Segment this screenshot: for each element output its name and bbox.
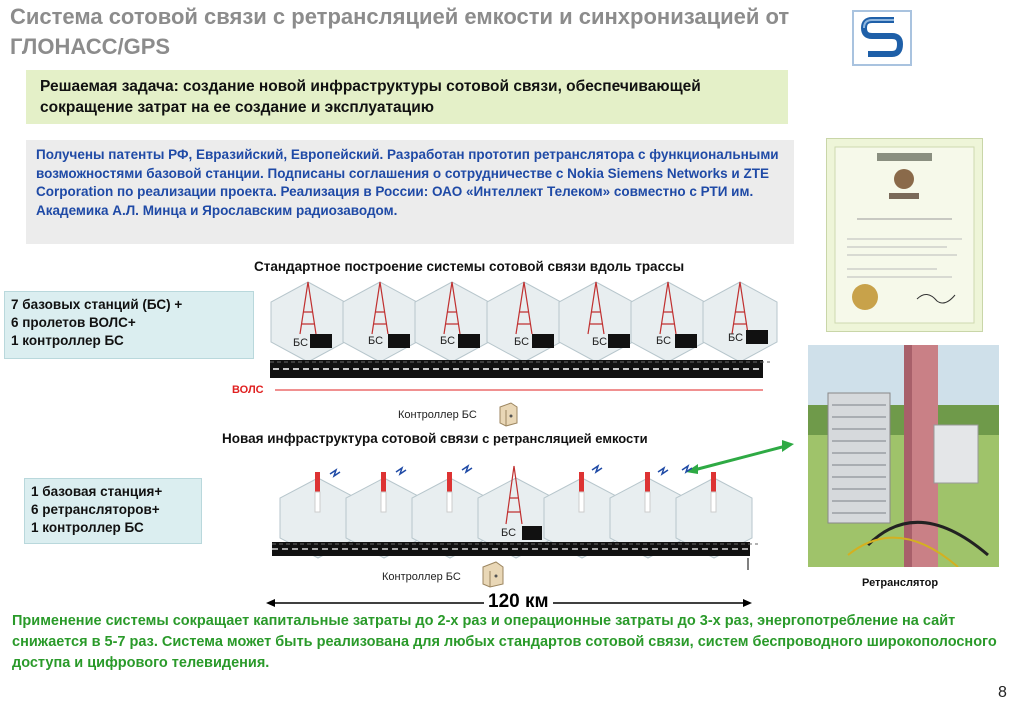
controller-label: Контроллер БС xyxy=(382,571,461,583)
standard-diagram-heading: Стандартное построение системы сотовой связи вдоль трассы xyxy=(254,259,685,274)
bs-label: БС xyxy=(592,336,608,348)
distance-label: 120 км xyxy=(484,591,553,613)
page-title: Система сотовой связи с ретрансляцией емкости и синхронизацией от ГЛОНАСС/GPS xyxy=(10,4,790,59)
standard-summary-line: 6 пролетов ВОЛС+ xyxy=(11,315,136,330)
page-number: 8 xyxy=(998,684,1007,701)
standard-summary-line: 7 базовых станций (БС) + xyxy=(11,297,183,312)
photo-caption: Ретранслятор xyxy=(862,577,939,589)
bs-label: БС xyxy=(368,335,384,347)
bs-label: БС xyxy=(656,335,672,347)
bs-label: БС xyxy=(293,337,309,349)
patent-certificate-image xyxy=(826,138,983,332)
new-diagram-heading-bold: Новая инфраструктура сотовой связи xyxy=(222,431,479,446)
standard-summary-box xyxy=(4,291,254,359)
standard-diagram xyxy=(270,272,790,394)
new-summary-box xyxy=(24,478,202,544)
new-summary-line: 6 ретрансляторов+ xyxy=(31,502,160,517)
controller-box-icon xyxy=(497,401,519,427)
task-box: Решаемая задача: создание новой инфраструктуры сотовой связи, обеспечивающей сокращение затрат на ее создание и эксплуатацию xyxy=(26,70,788,124)
standard-summary-line: 1 контроллер БС xyxy=(11,333,124,348)
new-summary-line: 1 контроллер БС xyxy=(31,520,144,535)
patents-box: Получены патенты РФ, Евразийский, Европейский. Разработан прототип ретранслятора с функциональными возможностями базовой станции. Подписаны соглашения о сотрудничестве с Nokia Siemens Networks и ZTE Corporation по реализации проекта. Реализация в России: ОАО «Интеллект Телеком» совместно с РТИ им. Академика А.Л. Минца и Ярославским радиозаводом. xyxy=(26,140,794,244)
new-diagram xyxy=(272,458,762,570)
conclusion-text: Применение системы сокращает капитальные затраты до 2-х раз и операционные затраты до 3-х раз, энергопотребление на сайт снижается в 5-7 раз. Система может быть реализована для любых стандартов сотовой связи, систем беспроводного широкополосного доступа и цифрового телевидения. xyxy=(12,613,997,671)
company-logo-icon xyxy=(852,10,912,66)
new-summary-line: 1 базовая станция+ xyxy=(31,484,163,499)
bs-label: БС xyxy=(501,527,517,539)
controller-box-icon xyxy=(480,560,506,588)
new-diagram-heading-rest: с ретрансляцией емкости xyxy=(478,431,648,446)
vols-label: ВОЛС xyxy=(232,384,264,396)
repeater-photo xyxy=(808,345,999,567)
controller-label: Контроллер БС xyxy=(398,409,477,421)
bs-label: БС xyxy=(440,335,456,347)
bs-label: БС xyxy=(728,332,744,344)
bs-label: БС xyxy=(514,336,530,348)
new-diagram-heading xyxy=(222,430,648,448)
